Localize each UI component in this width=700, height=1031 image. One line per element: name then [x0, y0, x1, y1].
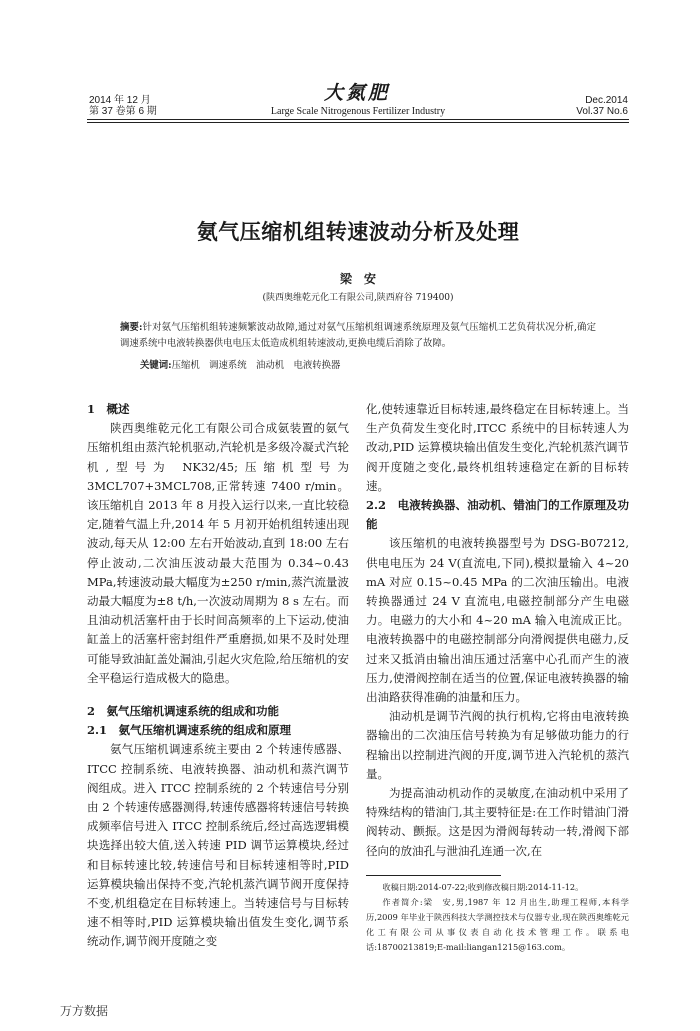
- section-2-2-paragraph-1: 该压缩机的电液转换器型号为 DSG-B07212,供电电压为 24 V(直流电,下同),模拟量输入 4~20 mA 对应 0.15~0.45 MPa 的二次油压输出。电液转换器通过 24 V 直流电,电磁控制部分产生电磁力。电磁力的大小和 4~20 mA 输入电流成正比。电液转换器中的电磁控制部分向滑阀提供电磁力,反过来又抵消由输出油压通过活塞中心孔而产生的液压力,使滑阀控制在适当的位置,保证电液转换器的输出油路获得准确的油量和压力。: [366, 536, 629, 705]
- footnote-author-bio: 作者简介:梁 安,男,1987 年 12 月出生,助理工程师,本科学历,2009 年毕业于陕西科技大学测控技术与仪器专业,现在陕西奥维乾元化工有限公司从事仪表自动化技术管理工作。联系电话:18700213819;E-mail:liangan1215@163.com。: [366, 897, 629, 952]
- section-1-paragraph: 陕西奥维乾元化工有限公司合成氨装置的氨气压缩机组由蒸汽轮机驱动,汽轮机是多级冷凝式汽轮机,型号为 NK32/45;压缩机型号为 3MCL707+3MCL708,正常转速 7400 r/min。该压缩机自 2013 年 8 月投入运行以来,一直比较稳定,随着气温上升,2014 年 5 月初开始机组转速出现波动,每天从 12:00 左右开始波动,直到 18:00 左右停止波动,二次油压波动最大范围为 0.34~0.43 MPa,转速波动最大幅度为±250 r/min,蒸汽流量波动最大幅度为±8 t/h,一次波动周期为 8 s 左右。而且油动机活塞杆由于长时间高频率的上下运动,使油缸盖上的活塞杆密封组件严重磨损,如果不及时处理可能导致油缸盖处漏油,引起火灾危险,给压缩机的安全平稳运行造成极大的隐患。: [87, 421, 349, 685]
- abstract-label: 摘要:: [120, 322, 143, 333]
- footnote-received: 收稿日期:2014-07-22;收到修改稿日期:2014-11-12。: [382, 882, 584, 892]
- author-name: 梁 安: [339, 272, 376, 286]
- footnote-rule: [366, 875, 501, 876]
- watermark-text: 万方数据: [60, 1004, 109, 1018]
- footnote: [366, 880, 629, 955]
- section-2-1-paragraph: 氨气压缩机调速系统主要由 2 个转速传感器、ITCC 控制系统、电液转换器、油动机和蒸汽调节阀组成。进入 ITCC 控制系统的 2 个转速信号分别由 2 个转速传感器测得,转速传感器将转速信号转换成频率信号进入 ITCC 控制系统后,经过高选逻辑模块选择出较大值,送入转速 PID 调节运算模块,经过和目标转速比较,转速信号和目标转速相等时,PID 运算模块输出保持不变,汽轮机蒸汽调节阀开度保持不变,机组稳定在目标转速上。当转速信号与目标转速不相等时,PID 运算模块输出值发生变化,调节系统动作,调节阀开度随之变: [87, 742, 349, 949]
- section-2-2-paragraph-3: 为提高油动机动作的灵敏度,在油动机中采用了特殊结构的错油门,其主要特征是:在工作时错油门滑阀转动、颤振。这是因为滑阀每转动一转,滑阀下部径向的放油孔与泄油孔连通一次,在: [366, 786, 629, 858]
- journal-logo-cn: 大氮肥: [323, 82, 390, 104]
- header-date-cn: 2014 年 12 月: [89, 95, 151, 106]
- author-affiliation: (陕西奥维乾元化工有限公司,陕西府谷 719400): [262, 293, 454, 303]
- header-volume-cn: 第 37 卷第 6 期: [89, 106, 157, 117]
- right-column: [366, 400, 629, 861]
- section-2-heading: 2 氨气压缩机调速系统的组成和功能: [87, 704, 279, 719]
- keywords-label: 关键词:: [140, 360, 172, 371]
- header-volume-en: Vol.37 No.6: [576, 106, 628, 117]
- section-2-2-heading: 2.2 电液转换器、油动机、错油门的工作原理及功能: [366, 498, 629, 532]
- header-date-en: Dec.2014: [585, 95, 628, 106]
- journal-name-en: Large Scale Nitrogenous Fertilizer Industry: [270, 106, 446, 117]
- abstract: [120, 320, 596, 352]
- section-2-2-paragraph-2: 油动机是调节汽阀的执行机构,它将由电液转换器输出的二次油压信号转换为有足够做功能力的行程输出以控制进汽阀的开度,调节进入汽轮机的蒸汽量。: [366, 709, 629, 781]
- header-rule-bottom: [87, 122, 629, 123]
- left-column: [87, 400, 349, 952]
- section-1-heading: 1 概述: [87, 402, 130, 416]
- header-rule-top: [87, 119, 629, 120]
- abstract-text: 针对氨气压缩机组转速频繁波动故障,通过对氨气压缩机组调速系统原理及氨气压缩机工艺负荷状况分析,确定调速系统中电液转换器供电电压太低造成机组转速波动,更换电缆后消除了故障。: [120, 322, 596, 349]
- keywords-text: 压缩机 调速系统 油动机 电液转换器: [171, 360, 341, 371]
- section-2-1-heading: 2.1 氨气压缩机调速系统的组成和原理: [87, 723, 292, 738]
- page-title: 氨气压缩机组转速波动分析及处理: [196, 220, 520, 244]
- keywords: [140, 358, 590, 374]
- section-2-1-continued: 化,使转速靠近目标转速,最终稳定在目标转速上。当生产负荷发生变化时,ITCC 系统中的目标转速人为改动,PID 运算模块输出值发生变化,汽轮机蒸汽调节阀开度随之变化,最终机组转速稳定在新的目标转速。: [366, 402, 629, 493]
